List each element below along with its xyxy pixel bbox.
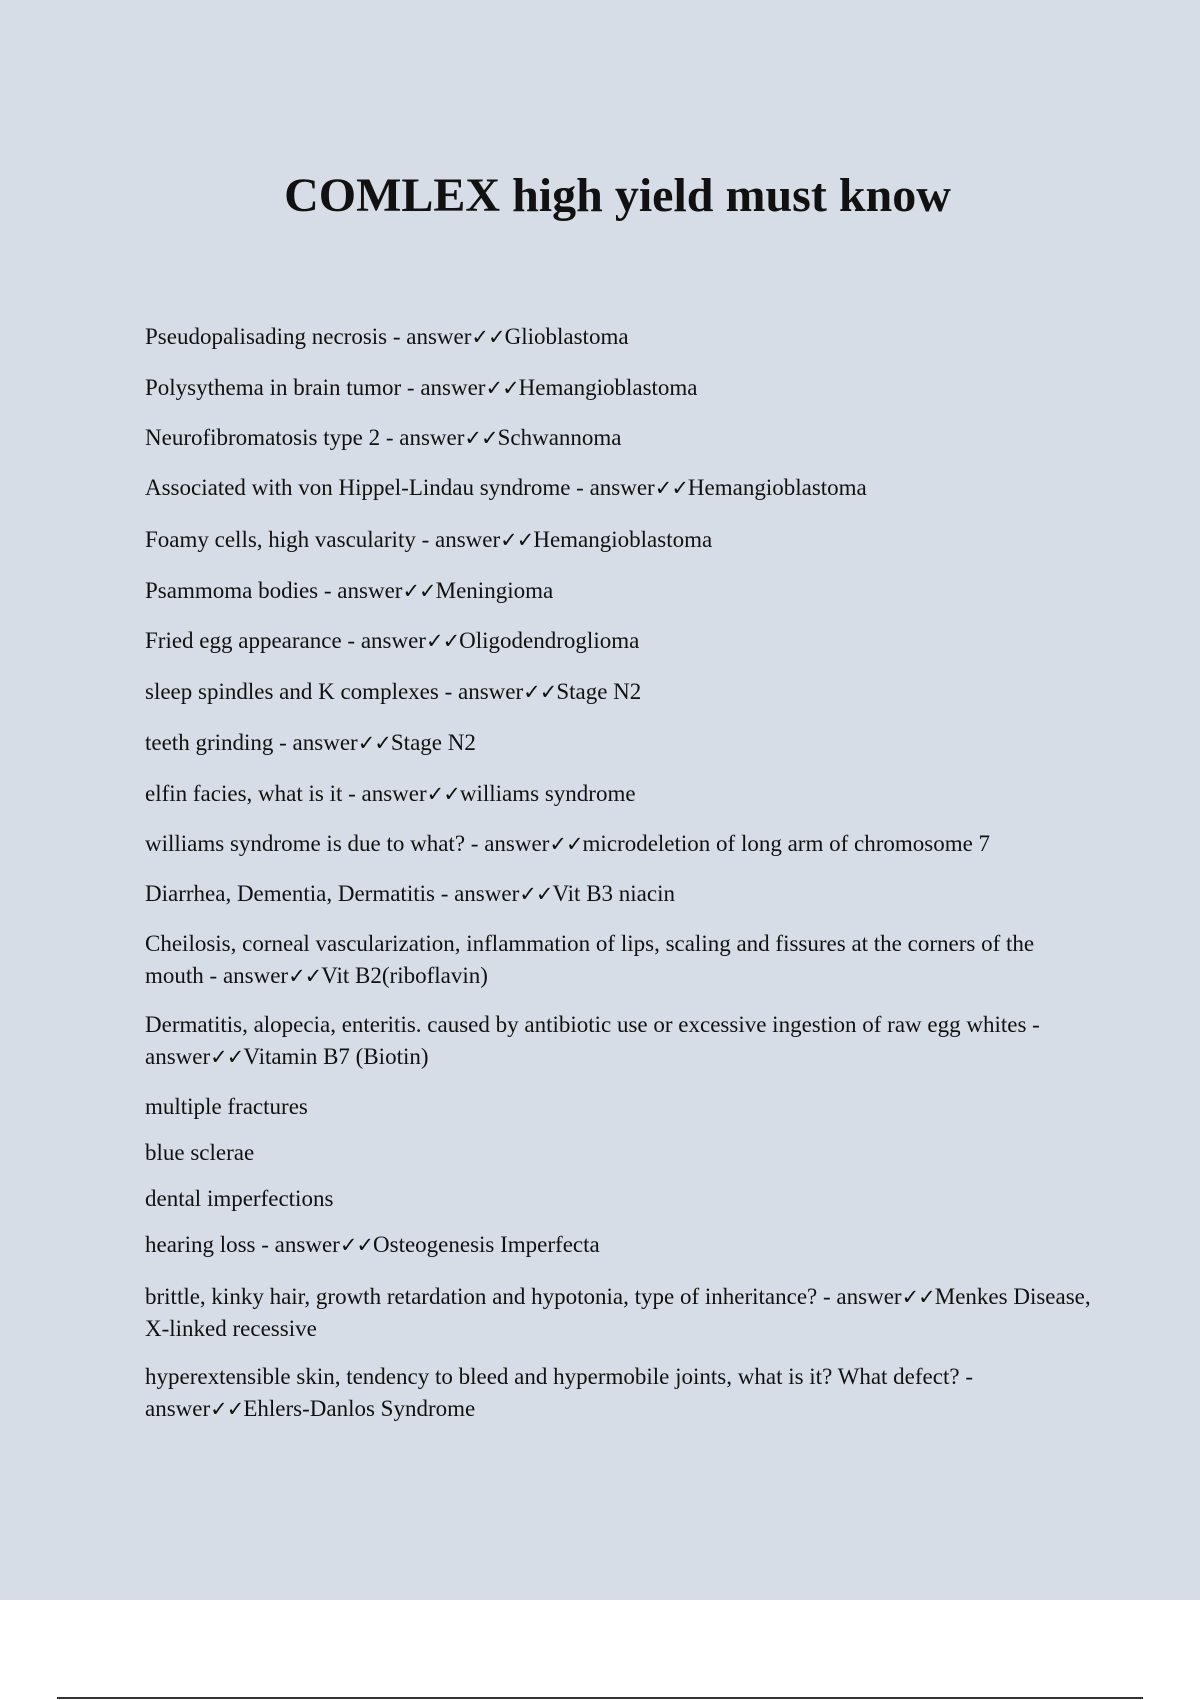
qa-answer: williams syndrome (459, 781, 636, 806)
qa-question: Fried egg appearance (145, 628, 342, 653)
qa-entry (145, 422, 1095, 454)
qa-separator: - answer (401, 375, 486, 400)
qa-question: Cheilosis, corneal vascularization, inflammation of lips, scaling and fissures at the corners of the mouth (145, 931, 1035, 988)
qa-entry (145, 524, 1095, 556)
qa-question: Psammoma bodies (145, 578, 319, 603)
qa-entry (145, 472, 1095, 504)
qa-separator: - answer (341, 628, 426, 653)
qa-separator: - answer (318, 578, 403, 603)
check-icon: ✓✓ (471, 325, 505, 349)
qa-entry (145, 778, 1095, 810)
qa-answer: Stage N2 (390, 730, 476, 755)
qa-answer: Stage N2 (556, 679, 642, 704)
document-title: COMLEX high yield must know (284, 169, 951, 222)
qa-answer: Ehlers-Danlos Syndrome (243, 1396, 476, 1421)
qa-answer: Vitamin B7 (Biotin) (243, 1044, 429, 1069)
qa-answer: microdeletion of long arm of chromosome 7 (582, 831, 991, 856)
qa-entry (145, 1281, 1095, 1345)
qa-separator: - answer (342, 781, 427, 806)
check-icon: ✓✓ (210, 1397, 244, 1421)
qa-separator: - answer (817, 1284, 902, 1309)
qa-separator: - answer (203, 963, 289, 988)
qa-entry (145, 828, 1095, 860)
check-icon: ✓✓ (485, 376, 519, 400)
qa-question: hearing loss (145, 1232, 256, 1257)
qa-entry (145, 1183, 1095, 1215)
qa-answer: Hemangioblastoma (687, 475, 867, 500)
qa-entry (145, 1229, 1095, 1261)
qa-question: Neurofibromatosis type 2 (145, 425, 381, 450)
qa-entry (145, 625, 1095, 657)
qa-answer: Hemangioblastoma (518, 375, 698, 400)
qa-entry (145, 1009, 1095, 1073)
qa-question: blue sclerae (145, 1140, 255, 1165)
qa-answer: Hemangioblastoma (533, 527, 713, 552)
qa-separator: - answer (273, 730, 358, 755)
qa-question: multiple fractures (145, 1094, 308, 1119)
check-icon: ✓✓ (426, 782, 460, 806)
qa-answer: Oligodendroglioma (459, 628, 640, 653)
qa-entry (145, 1137, 1095, 1169)
check-icon: ✓✓ (339, 1233, 374, 1257)
qa-question: elfin facies, what is it (145, 781, 343, 806)
qa-answer: Glioblastoma (504, 324, 629, 349)
qa-separator: - answer (438, 679, 524, 704)
qa-entry (145, 1361, 1095, 1425)
qa-question: williams syndrome is due to what? (145, 831, 466, 856)
qa-question: Dermatitis, alopecia, enteritis. caused by antibiotic use or excessive ingestion of raw egg whites (145, 1012, 1027, 1037)
check-icon: ✓✓ (500, 528, 534, 552)
qa-question: brittle, kinky hair, growth retardation and hypotonia, type of inheritance? (145, 1284, 818, 1309)
qa-question: Foamy cells, high vascularity (145, 527, 416, 552)
page-divider (57, 1697, 1143, 1699)
qa-entry (145, 1091, 1095, 1123)
qa-entry (145, 321, 1095, 353)
qa-separator: - answer (434, 881, 520, 906)
qa-separator: - answer (380, 425, 465, 450)
check-icon: ✓✓ (901, 1285, 935, 1309)
qa-separator: - answer (145, 1012, 1040, 1069)
qa-entry (145, 928, 1095, 992)
check-icon: ✓✓ (402, 579, 436, 603)
qa-question: hyperextensible skin, tendency to bleed and hypermobile joints, what is it? What defect? (145, 1364, 960, 1389)
check-icon: ✓✓ (464, 426, 498, 450)
qa-answer: Meningioma (435, 578, 554, 603)
qa-separator: - answer (387, 324, 472, 349)
qa-separator: - answer (415, 527, 501, 552)
qa-separator: - answer (570, 475, 655, 500)
qa-question: dental imperfections (145, 1186, 334, 1211)
qa-separator: - answer (465, 831, 550, 856)
check-icon: ✓✓ (357, 731, 391, 755)
check-icon: ✓✓ (425, 629, 460, 653)
qa-question: Polysythema in brain tumor (145, 375, 402, 400)
qa-answer: Osteogenesis Imperfecta (373, 1232, 600, 1257)
qa-answer: Vit B3 niacin (552, 881, 675, 906)
qa-separator: - answer (255, 1232, 340, 1257)
check-icon: ✓✓ (549, 832, 583, 856)
qa-entry (145, 372, 1095, 404)
qa-question: Associated with von Hippel-Lindau syndrome (145, 475, 571, 500)
qa-entry (145, 878, 1095, 910)
check-icon: ✓✓ (654, 476, 688, 500)
check-icon: ✓✓ (210, 1045, 244, 1069)
qa-answer: Schwannoma (497, 425, 622, 450)
qa-question: sleep spindles and K complexes (145, 679, 439, 704)
qa-answer: Vit B2(riboflavin) (321, 963, 488, 988)
qa-entry (145, 575, 1095, 607)
qa-answer: Menkes Disease, X-linked recessive (145, 1284, 1091, 1341)
qa-question: Pseudopalisading necrosis (145, 324, 388, 349)
qa-question: Diarrhea, Dementia, Dermatitis (145, 881, 435, 906)
qa-separator: - answer (145, 1364, 973, 1421)
qa-entry (145, 727, 1095, 759)
check-icon: ✓✓ (523, 680, 557, 704)
qa-question: teeth grinding (145, 730, 274, 755)
check-icon: ✓✓ (519, 882, 553, 906)
qa-entry (145, 676, 1095, 708)
check-icon: ✓✓ (288, 964, 322, 988)
